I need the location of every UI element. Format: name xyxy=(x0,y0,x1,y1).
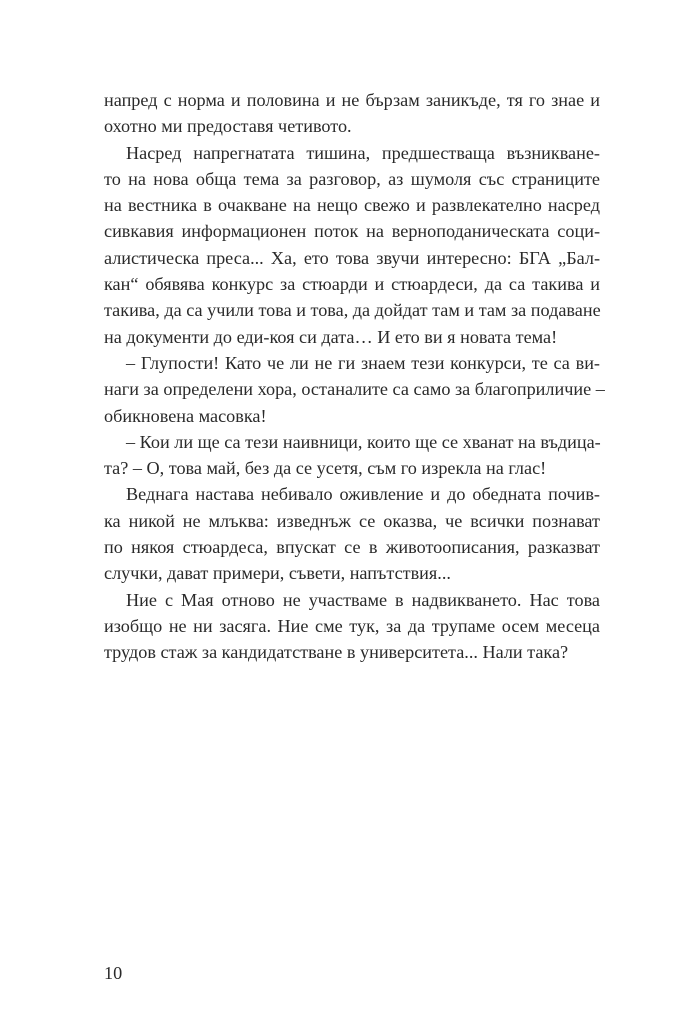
text-line: Веднага настава небивало оживление и до обедната почив- xyxy=(126,484,600,505)
text-line: Ние с Мая отново не участваме в надвикването. Нас това xyxy=(126,589,600,610)
text-line: – Глупости! Като че ли не ги знаем тези конкурси, те са ви- xyxy=(126,352,600,373)
text-line: сивкавия информационен поток на верноподаническата соци- xyxy=(104,221,600,242)
text-line: изобщо не ни засяга. Ние сме тук, за да трупаме осем месеца xyxy=(104,615,600,636)
text-line: случки, дават примери, съвети, напътствия... xyxy=(104,563,451,584)
text-line: наги за определени хора, останалите са само за благоприличие – xyxy=(104,379,605,400)
text-line: – Кои ли ще са тези наивници, които ще се хванат на въдица- xyxy=(126,431,601,452)
text-line: ка никой не млъква: изведнъж се оказва, че всички познават xyxy=(104,510,600,531)
text-line: на вестника в очакване на нещо свежо и развлекателно насред xyxy=(104,195,600,216)
text-line: алистическа преса... Ха, ето това звучи интересно: БГА „Бал- xyxy=(104,247,600,268)
text-line: обикновена масовка! xyxy=(104,405,267,426)
text-line: кан“ обявява конкурс за стюарди и стюардеси, да са такива и xyxy=(104,274,600,295)
text-line: на документи до еди-коя си дата… И ето ви я новата тема! xyxy=(104,326,558,347)
text-line: напред с норма и половина и не бързам заникъде, тя го знае и xyxy=(104,90,600,110)
text-line: та? – О, това май, без да се усетя, съм го изрекла на глас! xyxy=(104,458,547,479)
text-line: трудов стаж за кандидатстване в университета... Нали така? xyxy=(104,642,569,663)
text-line: такива, да са учили това и това, да дойдат там и там за подаване xyxy=(104,300,601,321)
body-text xyxy=(104,87,605,666)
text-line: по някоя стюардеса, впускат се в животоописания, разказват xyxy=(104,537,600,558)
text-line: то на нова обща тема за разговор, аз шумоля със страниците xyxy=(104,168,600,189)
text-line: Насред напрегнатата тишина, предшестваща възникване- xyxy=(126,142,600,163)
page-number: 10 xyxy=(104,963,123,983)
text-line: охотно ми предоставя четивото. xyxy=(104,116,352,137)
